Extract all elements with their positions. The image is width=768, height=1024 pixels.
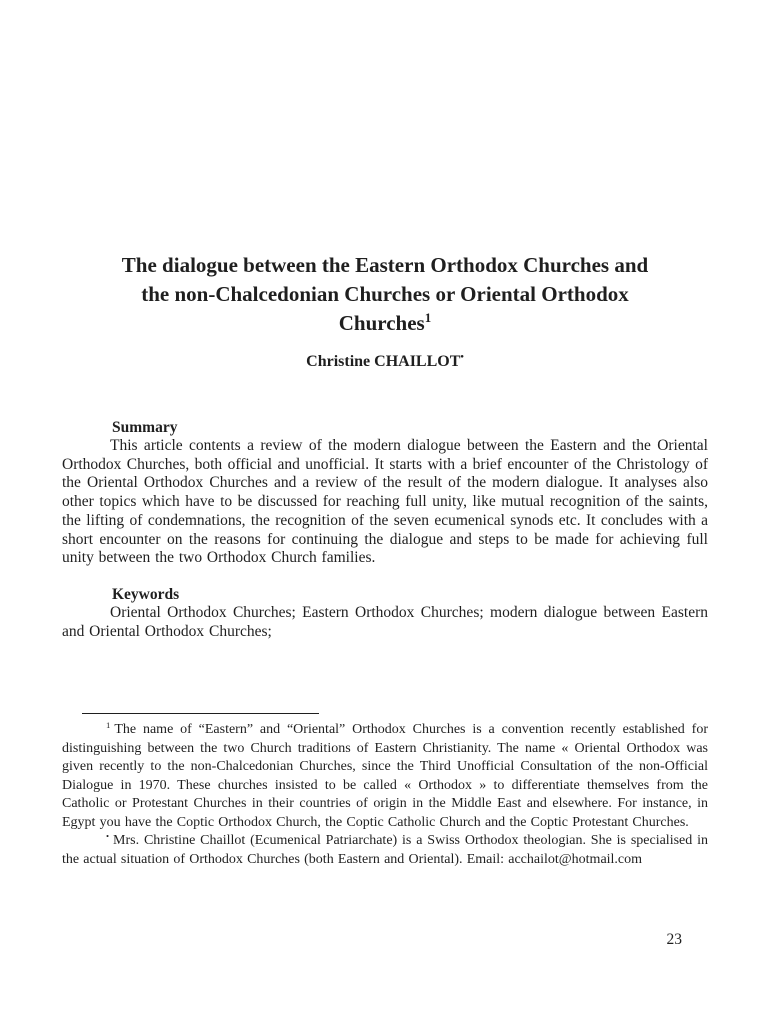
keywords-text: Oriental Orthodox Churches; Eastern Orthodox Churches; modern dialogue between Eastern and Oriental Orthodox Churches; (62, 603, 708, 640)
article-title (62, 251, 708, 338)
summary-section (62, 418, 708, 568)
page-content (62, 0, 708, 869)
footnote-separator-rule (82, 713, 319, 714)
footnote-1-marker: 1 (106, 719, 111, 730)
footnote-author-text: Mrs. Christine Chaillot (Ecumenical Patriarchate) is a Swiss Orthodox theologian. She is specialised in the actual situation of Orthodox Churches (both Eastern and Oriental). Email: acchailot@hotmail.com (62, 833, 708, 867)
keywords-section (62, 585, 708, 641)
article-title-line-2: the non-Chalcedonian Churches or Oriental Orthodox (141, 282, 629, 306)
article-title-line-3 (62, 309, 708, 338)
summary-text: This article contents a review of the modern dialogue between the Eastern and the Oriental Orthodox Churches, both official and unofficial. It starts with a brief encounter of the Christology of the Oriental Orthodox Churches and a review of the result of the modern dialogue. It analyses also other topics which have to be discussed for reaching full unity, like mutual recognition of the saints, the lifting of condemnations, the recognition of the seven ecumenical synods etc. It concludes with a short encounter on the reasons for continuing the dialogue and steps to be made for achieving full unity between the two Orthodox Church families. (62, 437, 708, 567)
footnote-1 (62, 721, 708, 832)
author-name: Christine CHAILLOT (306, 353, 461, 370)
author-line (62, 352, 708, 372)
title-footnote-reference: 1 (424, 310, 432, 325)
article-title-line-3-text: Churches (338, 311, 425, 335)
footnote-author-marker: • (106, 830, 110, 841)
summary-heading: Summary (112, 419, 178, 436)
author-footnote-reference: • (460, 351, 464, 363)
footnote-author (62, 832, 708, 869)
article-title-line-1: The dialogue between the Eastern Orthodox Churches and (121, 253, 649, 277)
keywords-heading: Keywords (112, 585, 180, 603)
footnotes-section (62, 713, 708, 869)
page-number: 23 (666, 931, 682, 948)
footnote-1-text: The name of “Eastern” and “Oriental” Orthodox Churches is a convention recently established for distinguishing between the two Church traditions of Eastern Christianity. The name « Oriental Orthodox was given recently to the non-Chalcedonian Churches, since the Third Unofficial Consultation of the non-Official Dialogue in 1970. These churches insisted to be called « Orthodox » to differentiate themselves from the Catholic or Protestant Churches in their countries of origin in the Middle East and elsewhere. For instance, in Egypt you have the Coptic Orthodox Church, the Coptic Catholic Church and the Coptic Protestant Churches. (62, 722, 708, 830)
